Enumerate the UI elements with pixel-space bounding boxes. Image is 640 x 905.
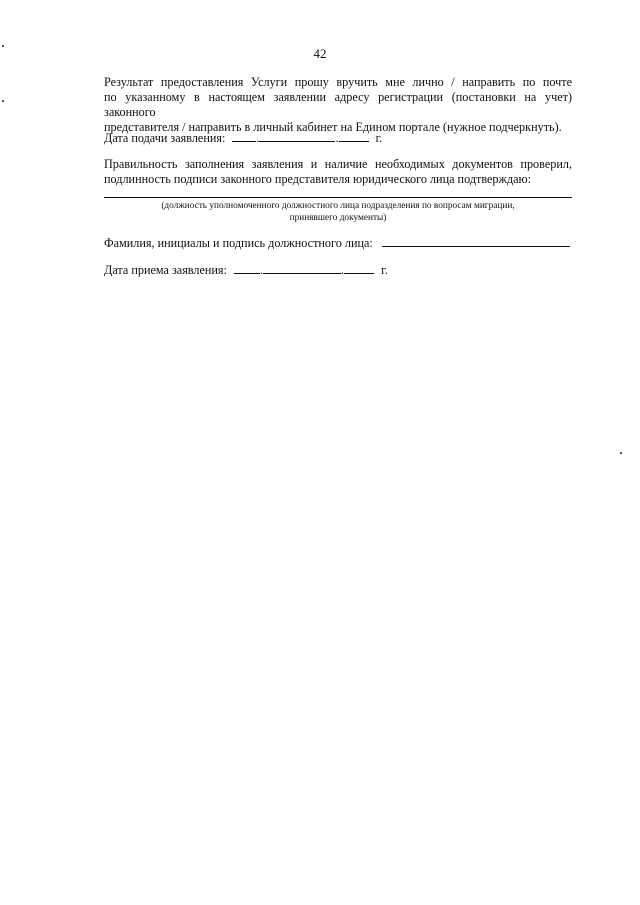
date-separator: .	[259, 263, 264, 277]
submission-date-row	[104, 130, 382, 146]
submission-month-field[interactable]	[259, 130, 335, 142]
paragraph-line: подлинность подписи законного представителя юридического лица подтверждаю:	[104, 172, 532, 186]
submission-date-label: Дата подачи заявления:	[104, 131, 226, 145]
paragraph-line: представителя / направить в личный кабинет на Едином портале (нужное подчеркнуть).	[104, 120, 562, 134]
date-separator: .	[256, 131, 260, 145]
acceptance-year-field[interactable]	[344, 262, 374, 274]
date-separator: .	[335, 131, 339, 145]
submission-day-field[interactable]	[232, 130, 256, 142]
page-number: 42	[313, 46, 327, 61]
year-suffix: г.	[375, 131, 383, 145]
result-delivery-paragraph	[104, 75, 572, 135]
official-signature-field[interactable]	[382, 235, 570, 247]
official-position-caption	[104, 200, 572, 224]
scan-mark	[2, 100, 4, 102]
scan-mark	[2, 45, 4, 47]
paragraph-line: по указанному в настоящем заявлении адресу регистрации (постановки на учет) законного	[104, 90, 572, 119]
scan-mark	[620, 452, 622, 454]
official-position-field[interactable]	[104, 197, 572, 198]
official-signature-row	[104, 235, 570, 251]
paragraph-line: Результат предоставления Услуги прошу вручить мне лично / направить по почте	[104, 75, 572, 89]
year-suffix: г.	[381, 263, 388, 277]
acceptance-date-label: Дата приема заявления:	[104, 263, 227, 277]
submission-year-field[interactable]	[339, 130, 369, 142]
caption-line: принявшего документы)	[289, 213, 387, 223]
acceptance-date-row	[104, 262, 388, 278]
verification-paragraph	[104, 157, 572, 187]
caption-line: (должность уполномоченного должностного лица подразделения по вопросам миграции,	[161, 201, 515, 211]
date-separator: .	[341, 263, 345, 277]
official-signature-label: Фамилия, инициалы и подпись должностного лица:	[104, 236, 373, 250]
acceptance-day-field[interactable]	[234, 262, 260, 274]
acceptance-month-field[interactable]	[263, 262, 341, 274]
paragraph-line: Правильность заполнения заявления и наличие необходимых документов проверил,	[104, 157, 572, 171]
